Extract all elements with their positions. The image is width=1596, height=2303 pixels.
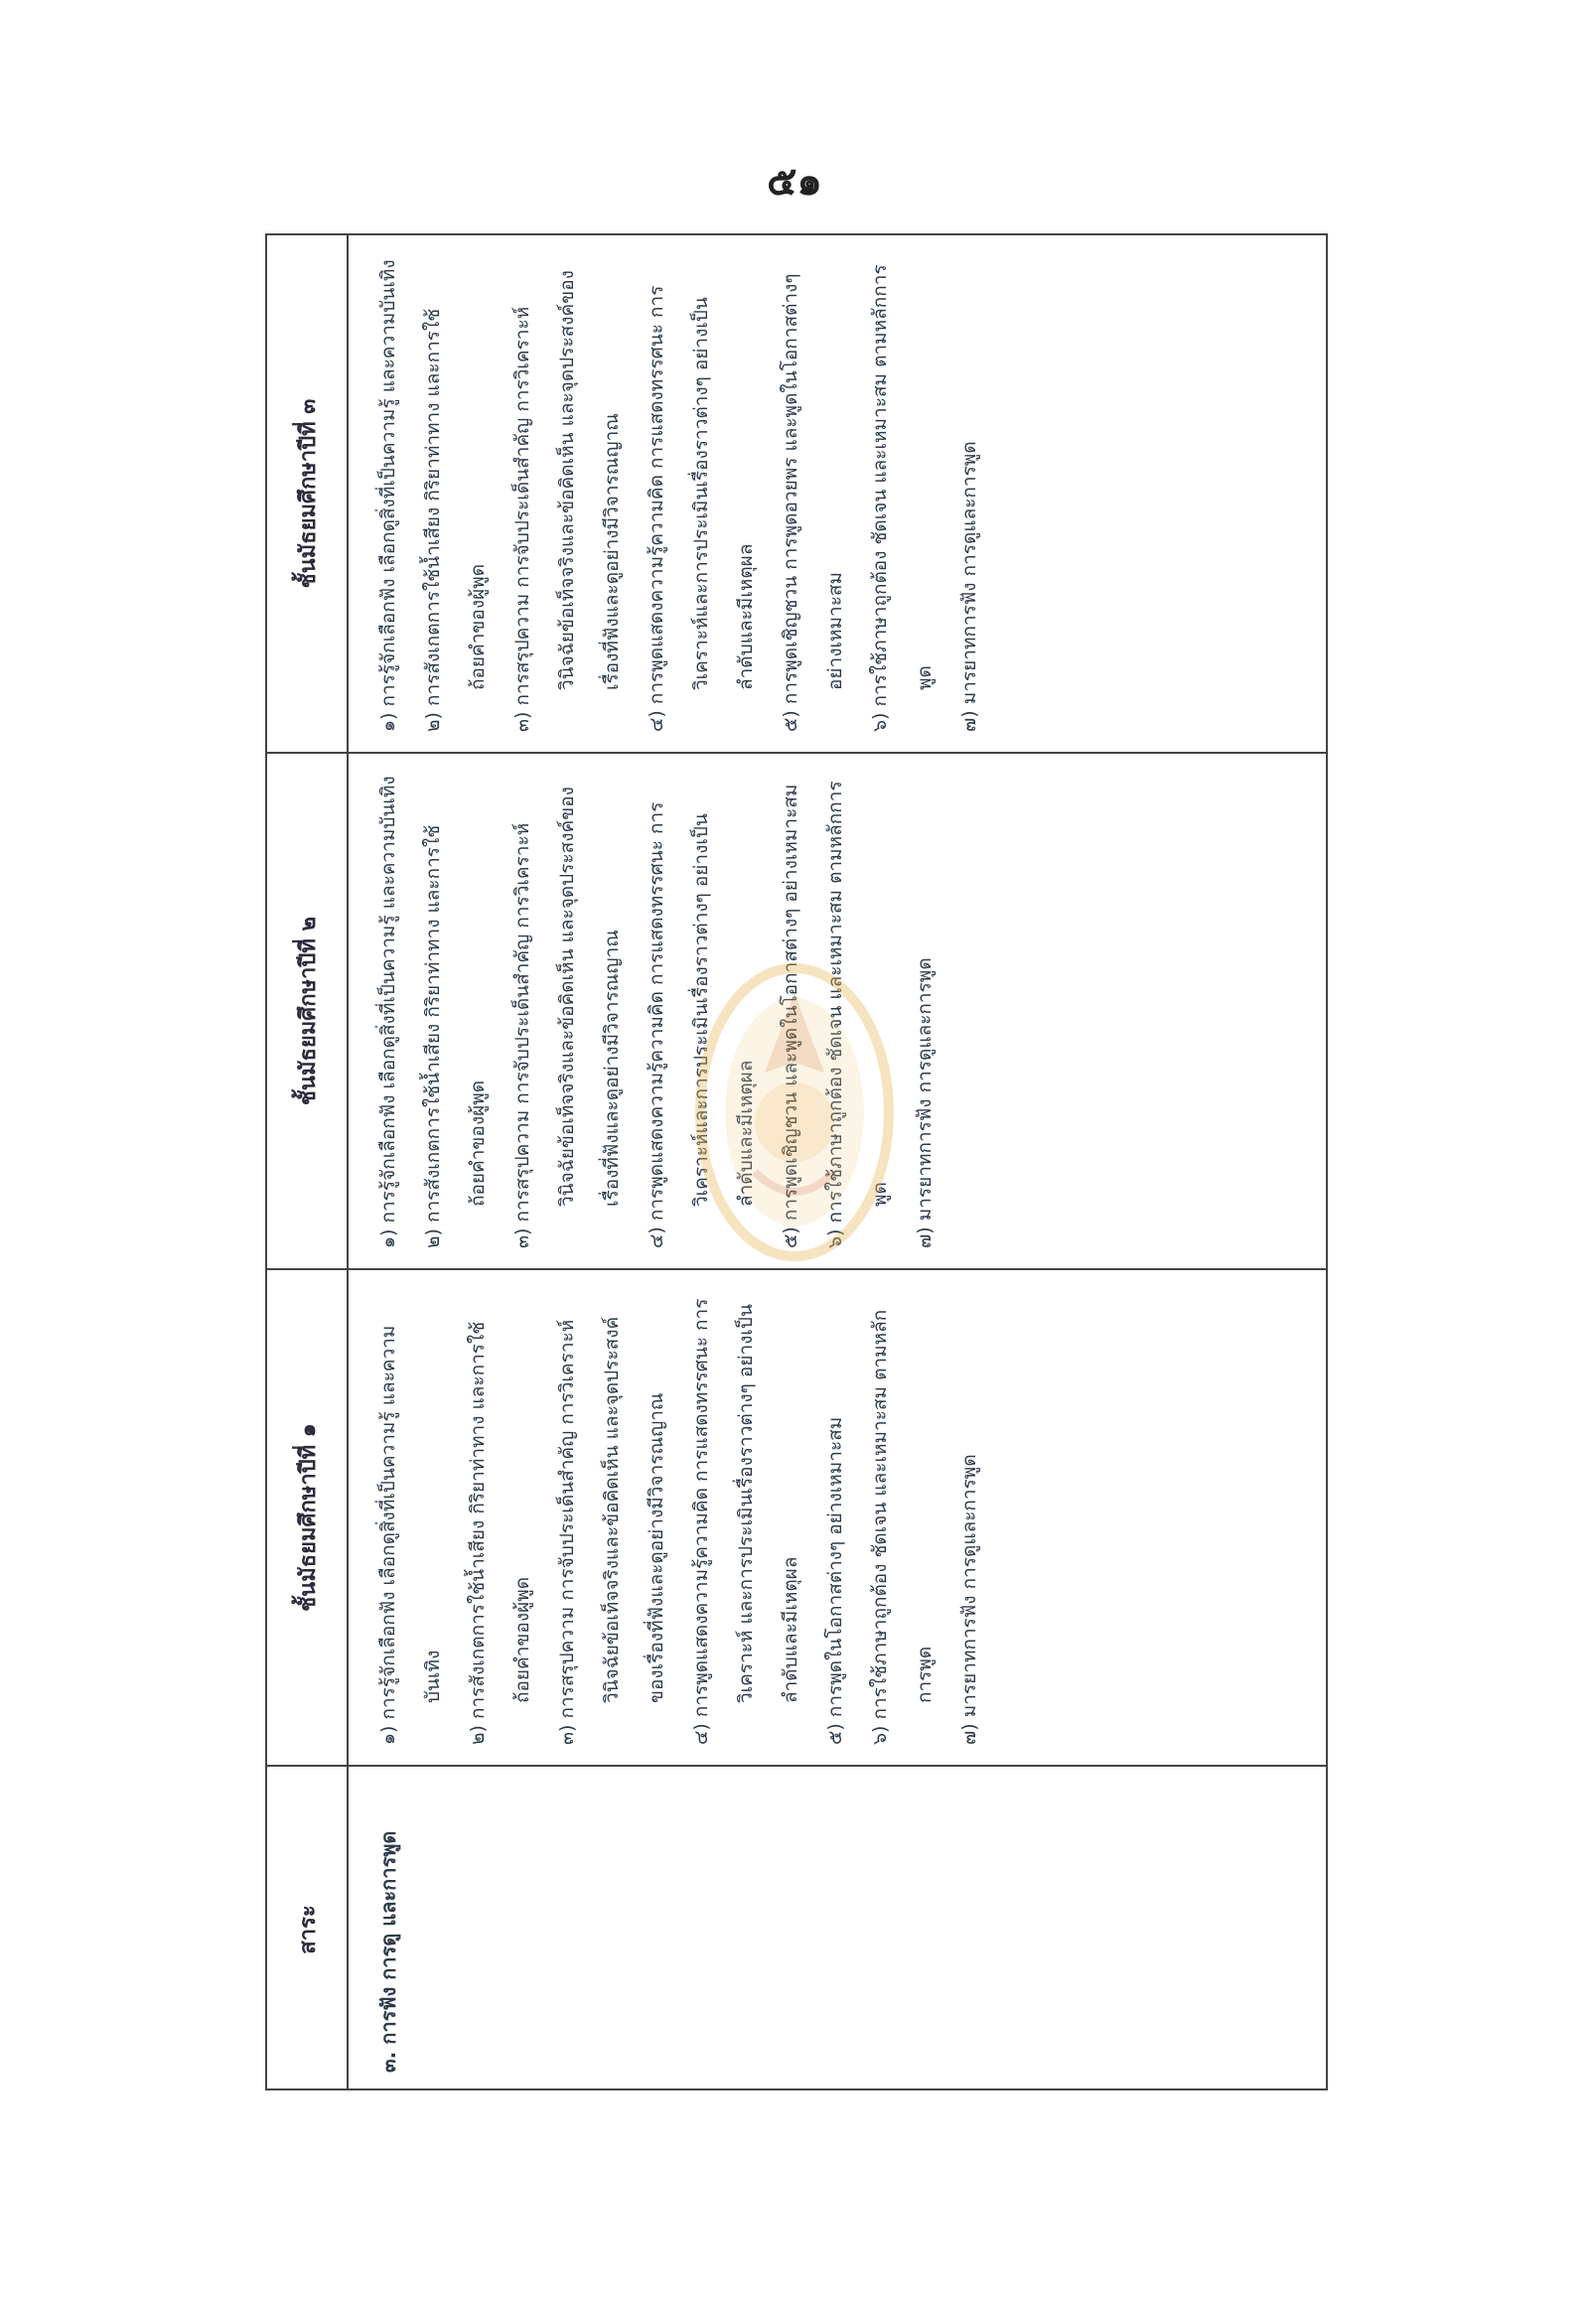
rotated-table-content [267, 235, 1328, 2090]
year3-item: ๓) การสรุปความ การจับประเด็นสำคัญ การวิเคราะห์ วินิจฉัยข้อเท็จจริงและข้อคิดเห็น และจุดประสงค์ของเรื่องที่ฟังและดูอย่างมีวิจารณญาณ [511, 270, 623, 732]
year3-item: ๔) การพูดแสดงความรู้ความคิด การแสดงทรรศนะ การวิเคราะห์และการประเมินเรื่องราวต่างๆ อย่างเป็นลำดับและมีเหตุผล [646, 285, 757, 732]
header-year1: ชั้นมัธยมศึกษาปีที่ ๑ [267, 1268, 347, 1765]
year3-item: ๗) มารยาทการฟัง การดูและการพูด [958, 441, 980, 732]
page-number: ๕๑ [767, 158, 822, 205]
year2-item: ๑) การรู้จักเลือกฟัง เลือกดูสิ่งที่เป็นความรู้ และความบันเทิง [377, 776, 399, 1248]
year2-item: ๕) การพูดเชิญชวน และพูดในโอกาสต่างๆ อย่างเหมาะสม [780, 784, 801, 1248]
year1-cell [349, 1268, 1328, 1765]
year3-item: ๒) การสังเกตการใช้น้ำเสียง กิริยาท่าทาง และการใช้ถ้อยคำของผู้พูด [422, 308, 489, 732]
year1-item: ๗) มารยาทการฟัง การดูและการพูด [958, 1454, 980, 1745]
year3-item: ๑) การรู้จักเลือกฟัง เลือกดูสิ่งที่เป็นความรู้ และความบันเทิง [377, 259, 399, 732]
year2-item: ๗) มารยาทการฟัง การดูและการพูด [914, 957, 936, 1248]
header-subject: สาระ [267, 1765, 347, 2090]
table-header-row [267, 235, 349, 2090]
year2-cell [349, 752, 1328, 1268]
year1-item: ๔) การพูดแสดงความรู้ความคิด การแสดงทรรศนะ การวิเคราะห์ และการประเมินเรื่องราวต่างๆ อย่างเป็นลำดับและมีเหตุผล [690, 1298, 801, 1745]
year2-item: ๒) การสังเกตการใช้น้ำเสียง กิริยาท่าทาง และการใช้ถ้อยคำของผู้พูด [422, 824, 489, 1248]
header-year3: ชั้นมัธยมศึกษาปีที่ ๓ [295, 398, 321, 589]
header-year2: ชั้นมัธยมศึกษาปีที่ ๒ [267, 752, 347, 1268]
year3-item: ๕) การพูดเชิญชวน การพูดอวยพร และพูดในโอกาสต่างๆ อย่างเหมาะสม [780, 273, 846, 732]
year1-item: ๓) การสรุปความ การจับประเด็นสำคัญ การวิเคราะห์ วินิจฉัยข้อเท็จจริงและข้อคิดเห็น และจุดประสงค์ของเรื่องที่ฟังและดูอย่างมีวิจารณญาณ [556, 1316, 667, 1745]
curriculum-table [265, 233, 1328, 2090]
year2-item: ๓) การสรุปความ การจับประเด็นสำคัญ การวิเคราะห์ วินิจฉัยข้อเท็จจริงและข้อคิดเห็น และจุดประสงค์ของเรื่องที่ฟังและดูอย่างมีวิจารณญาณ [511, 787, 623, 1248]
year3-cell [349, 235, 1328, 752]
year2-item: ๖) การใช้ภาษาถูกต้อง ชัดเจน และเหมาะสม ตามหลักการพูด [824, 781, 891, 1248]
subject-cell [349, 1765, 1328, 2090]
table-body-row [349, 235, 1328, 2090]
year1-item: ๕) การพูดในโอกาสต่างๆ อย่างเหมาะสม [824, 1416, 846, 1745]
subject-title: ๓. การฟัง การดู และการพูด [376, 1830, 400, 2073]
year1-item: ๖) การใช้ภาษาถูกต้อง ชัดเจน และเหมาะสม ตามหลักการพูด [869, 1309, 936, 1745]
year2-item: ๔) การพูดแสดงความรู้ความคิด การแสดงทรรศนะ การวิเคราะห์และการประเมินเรื่องราวต่างๆ อย่างเป็นลำดับและมีเหตุผล [646, 801, 757, 1248]
year1-item: ๑) การรู้จักเลือกฟัง เลือกดูสิ่งที่เป็นความรู้ และความบันเทิง [377, 1325, 444, 1745]
year3-item: ๖) การใช้ภาษาถูกต้อง ชัดเจน และเหมาะสม ตามหลักการพูด [869, 264, 936, 732]
year1-item: ๒) การสังเกตการใช้น้ำเสียง กิริยาท่าทาง และการใช้ถ้อยคำของผู้พูด [467, 1321, 533, 1745]
